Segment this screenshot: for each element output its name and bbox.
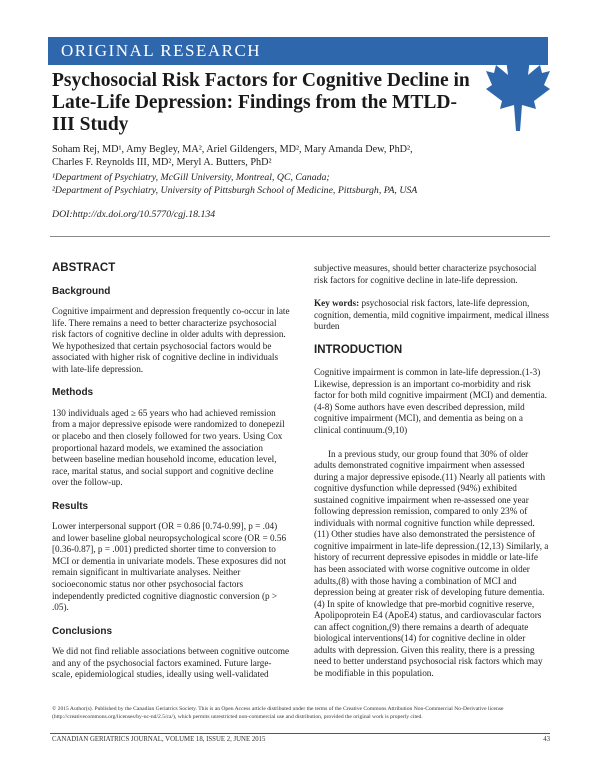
footer-divider <box>50 733 550 734</box>
keywords-label: Key words: <box>314 298 360 309</box>
banner-label: ORIGINAL RESEARCH <box>61 41 262 60</box>
section-banner <box>48 37 548 65</box>
conclusions-continued: subjective measures, should better characterize psychosocial risk factors for cognitive decline in late-life depression. <box>314 263 537 285</box>
author-list <box>52 143 522 169</box>
introduction-heading: INTRODUCTION <box>314 343 403 356</box>
keywords-text: psychosocial risk factors, late-life depression, cognition, dementia, mild cognitive impairment, medical illness burden <box>314 298 549 332</box>
doi-link[interactable]: DOI:http://dx.doi.org/10.5770/cgj.18.134 <box>52 209 216 220</box>
affiliation-1: ¹Department of Psychiatry, McGill University, Montreal, QC, Canada; <box>52 172 330 183</box>
methods-text: 130 individuals aged ≥ 65 years who had achieved remission from a major depressive episode were randomized to donepezil or placebo and then closely followed for two years. Using Cox proportional hazard models, we examined the association between baseline median household income, education level, race, marital status, and social support and cognitive decline over the follow-up. <box>52 407 285 488</box>
keywords <box>314 298 549 333</box>
conclusions-text: We did not find reliable associations between cognitive outcome and any of the psychosocial factors examined. Future large-scale, epidemiological studies, ideally using well-validated <box>52 646 290 680</box>
methods-heading: Methods <box>52 387 94 399</box>
background-heading: Background <box>52 285 111 297</box>
abstract-heading: ABSTRACT <box>52 262 116 274</box>
authors-line-1: Soham Rej, MD¹, Amy Begley, MA², Ariel Gildengers, MD², Mary Amanda Dew, PhD², <box>52 144 413 155</box>
maple-leaf-logo-icon <box>484 47 552 133</box>
left-column <box>52 263 292 693</box>
footer-journal: CANADIAN GERIATRICS JOURNAL, VOLUME 18, ISSUE 2, JUNE 2015 <box>52 736 266 743</box>
background-text: Cognitive impairment and depression frequently co-occur in late life. There remains a need to better characterize psychosocial risk factors of cognitive decline in older adults with depression. We hypothesized that certain psychosocial factors would be associated with higher risk of cognitive decline in individuals with late-life depression. <box>52 306 290 374</box>
intro-paragraph-2: In a previous study, our group found that 30% of older adults demonstrated cognitive impairment when assessed during a major depressive episode.(11) Nearly all patients with cognitive dysfunction while depressed (94%) exhibited sustained cognitive impairment when re-assessed one year following depression remission, compared to only 23% of individuals with normal cognitive function while depressed.(11) Other studies have also demonstrated the persistence of cognitive impairment in late-life depression.(12,13) Similarly, a history of recurrent depressive episodes in middle or late-life has been associated with worse cognitive outcome in older adults,(8) with those having a combination of MCI and depression being at greater risk of developing future dementia.(4) In spite of knowledge that pre-morbid cognitive reserve, Apolipoprotein E4 (ApoE4) status, and cardiovascular factors can affect cognition,(9) there remains a dearth of adequate biological interventions(14) for cognitive decline in older adults with depression. Given this reality, there is a pressing need to better understand psychosocial risk factors which may be modifiable in this population. <box>314 448 549 678</box>
page-number: 43 <box>543 736 550 743</box>
page-footer <box>52 736 550 743</box>
authors-line-2: Charles F. Reynolds III, MD², Meryl A. Butters, PhD² <box>52 157 272 168</box>
affiliation-2: ²Department of Psychiatry, University of Pittsburgh School of Medicine, Pittsburgh, PA, USA <box>52 185 418 196</box>
article-title: Psychosocial Risk Factors for Cognitive Decline in Late-Life Depression: Findings from the MTLD-III Study <box>52 70 470 135</box>
results-text: Lower interpersonal support (OR = 0.86 [0.74-0.99], p = .04) and lower baseline global neuropsychological score (OR = 0.56 [0.36-0.87], p = .001) predicted shorter time to conversion to MCI or dementia in univariate models. These exposures did not remain significant in multivariate analyses. Neither socioeconomic status nor other psychosocial factors independently predicted cognitive diagnostic conversion (p > .05). <box>52 521 287 613</box>
conclusions-heading: Conclusions <box>52 625 113 637</box>
intro-paragraph-1: Cognitive impairment is common in late-life depression.(1-3) Likewise, depression is an important co-morbidity and risk factor for both mild cognitive impairment (MCI) and dementia.(4-8) Some authors have even described depression, mild cognitive impairment (MCI), and dementia as being on a clinical continuum.(9,10) <box>314 367 547 436</box>
right-column <box>314 263 549 692</box>
results-heading: Results <box>52 500 89 512</box>
license-notice: © 2015 Author(s). Published by the Canadian Geriatrics Society. This is an Open Access article distributed under the terms of the Creative Commons Attribution Non-Commercial No-Derivative license (http://creativecommons.org/licenses/by-nc-nd/2.5/ca/), which permits unrestricted non-commercial use and distribution, provided the original work is properly cited. <box>52 706 504 720</box>
header-divider <box>50 236 550 237</box>
